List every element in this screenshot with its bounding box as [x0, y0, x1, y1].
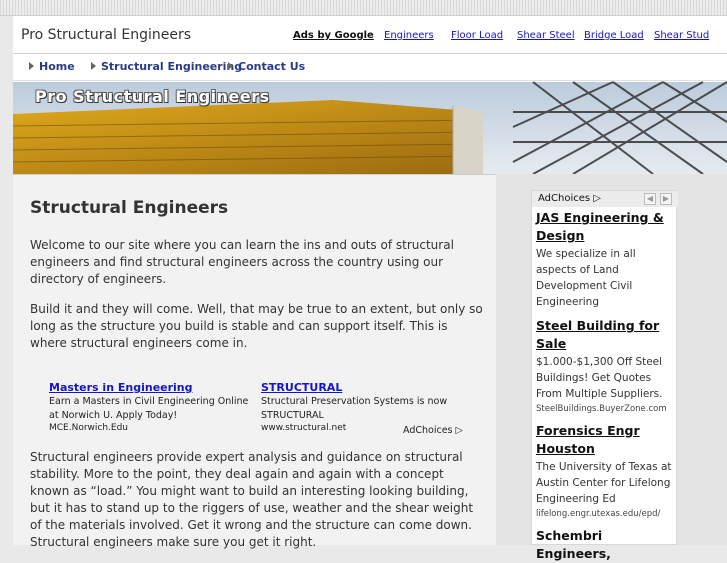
- triangle-right-icon: [29, 62, 34, 70]
- triangle-right-icon: [228, 62, 233, 70]
- adchoices-label: AdChoices: [403, 425, 453, 436]
- sidebar-ad[interactable]: [536, 317, 674, 416]
- sidebar: [496, 174, 727, 561]
- adchoices-bar: [532, 191, 678, 207]
- top-link-engineers[interactable]: Engineers: [384, 30, 434, 41]
- top-link-floor-load[interactable]: Floor Load: [451, 30, 504, 41]
- ad-title[interactable]: Masters in Engineering: [49, 381, 193, 394]
- adchoices-link[interactable]: [403, 425, 463, 436]
- main-content: [13, 174, 496, 549]
- ad-url[interactable]: MCE.Norwich.Edu: [49, 423, 129, 433]
- ads-by-google-label[interactable]: Ads by Google: [293, 30, 374, 41]
- nav-item-contact-us[interactable]: [228, 60, 305, 73]
- adchoices-icon: ▷: [455, 425, 463, 436]
- banner-title: Pro Structural Engineers: [35, 87, 270, 106]
- adchoices-icon: ▷: [593, 193, 601, 204]
- sidebar-ad[interactable]: [536, 422, 674, 521]
- top-stripe: [0, 0, 727, 16]
- top-link-bridge-load[interactable]: Bridge Load: [584, 30, 644, 41]
- sidebar-ad[interactable]: [536, 209, 674, 310]
- page-title: Structural Engineers: [30, 198, 229, 218]
- next-arrow-icon[interactable]: ▶: [660, 193, 672, 205]
- ad-title[interactable]: Forensics Engr Houston: [536, 423, 640, 456]
- nav-item-structural-engineering[interactable]: [91, 60, 242, 73]
- triangle-right-icon: [91, 62, 96, 70]
- sidebar-ad-unit: [531, 190, 677, 561]
- nav-item-label: Home: [39, 60, 75, 73]
- header: [13, 16, 727, 54]
- main-nav: [13, 55, 727, 81]
- ad-title[interactable]: STRUCTURAL: [261, 381, 343, 394]
- ad-url[interactable]: lifelong.engr.utexas.edu/epd/: [536, 509, 661, 519]
- ad-description: $1.000-$1,300 Off Steel Buildings! Get Quotes From Multiple Suppliers.: [536, 356, 663, 400]
- nav-item-label: Contact Us: [238, 60, 306, 73]
- nav-item-home[interactable]: [29, 60, 75, 73]
- inline-ad[interactable]: [49, 381, 249, 433]
- ad-description: Structural Preservation Systems is now STRUCTURAL: [261, 396, 448, 421]
- ad-description: We specialize in all aspects of Land Development Civil Engineering: [536, 248, 636, 308]
- top-link-shear-steel[interactable]: Shear Steel: [517, 30, 575, 41]
- ad-url[interactable]: SteelBuildings.BuyerZone.com: [536, 404, 667, 414]
- ad-title[interactable]: Schembri Engineers,: [536, 528, 611, 561]
- third-paragraph: Structural engineers provide expert analysis and guidance on structural stability. More to the point, they deal again and again with a concept known as “load.” You might want to build an interesting looking building, but it has to stand up to the riggers of use, weather and the shear weight of the materials involved. Get it wrong and the structure can come down. Structural engineers make sure you get it right.: [30, 450, 474, 549]
- ad-title[interactable]: Steel Building for Sale: [536, 318, 660, 351]
- top-link-shear-stud[interactable]: Shear Stud: [654, 30, 710, 41]
- header-banner: [13, 82, 727, 174]
- prev-arrow-icon[interactable]: ◀: [644, 193, 656, 205]
- nav-item-label: Structural Engineering: [101, 60, 243, 73]
- ad-description: The University of Texas at Austin Center for Lifelong Engineering Ed: [536, 461, 672, 505]
- ad-title[interactable]: JAS Engineering & Design: [536, 210, 664, 243]
- sidebar-ad[interactable]: [536, 527, 674, 563]
- adchoices-label: AdChoices: [538, 193, 591, 204]
- ad-url[interactable]: www.structural.net: [261, 423, 347, 433]
- ad-description: Earn a Masters in Civil Engineering Online at Norwich U. Apply Today!: [49, 396, 249, 421]
- page-wrapper: [13, 16, 727, 561]
- adchoices-link[interactable]: [538, 193, 601, 204]
- second-paragraph: Build it and they will come. Well, that may be true to an extent, but only so long as the structure you build is stable and can support itself. This is where structural engineers come in.: [30, 302, 483, 350]
- intro-paragraph: Welcome to our site where you can learn the ins and outs of structural engineers and find structural engineers across the country using our directory of engineers.: [30, 238, 454, 286]
- site-title[interactable]: Pro Structural Engineers: [21, 27, 192, 43]
